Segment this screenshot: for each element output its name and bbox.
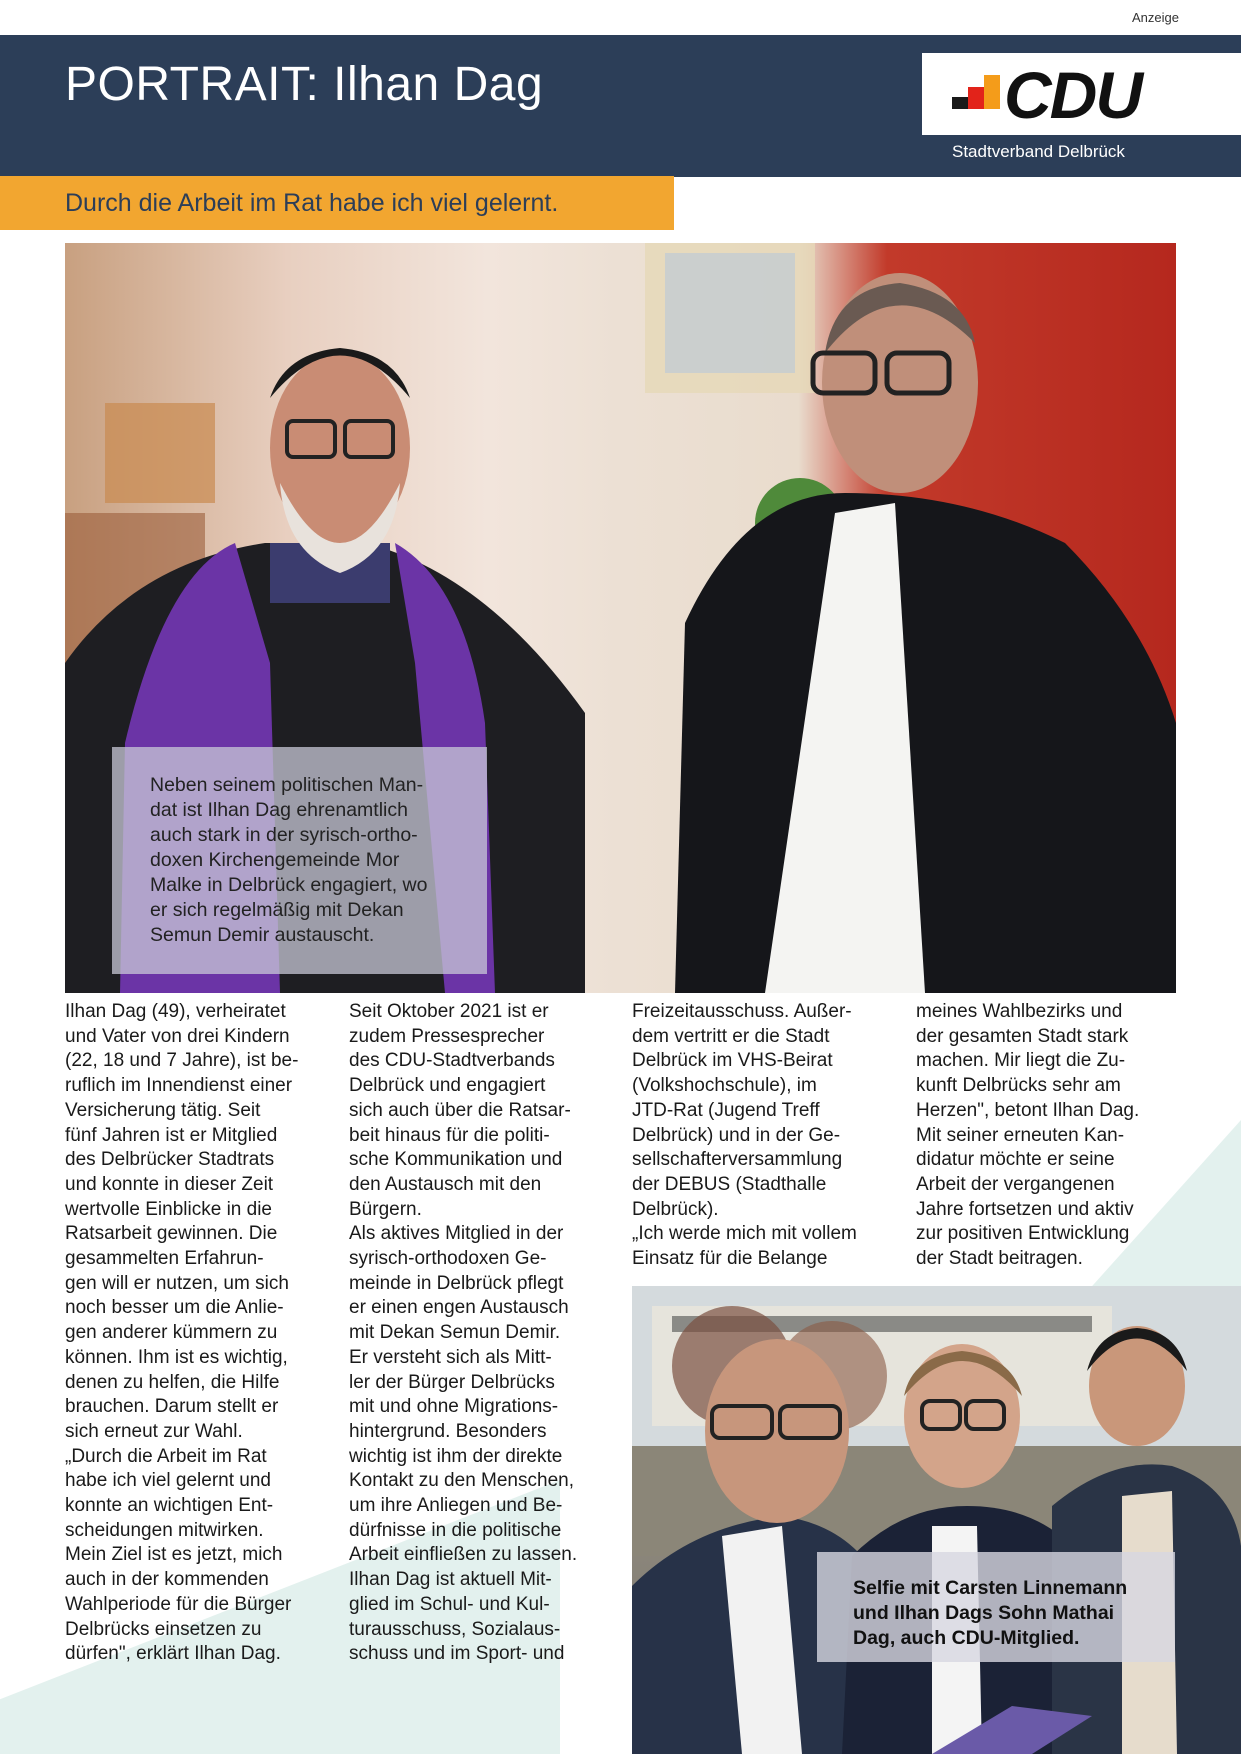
text-line: um ihre Anliegen und Be-	[349, 1495, 563, 1517]
text-line: noch besser um die Anlie-	[65, 1297, 284, 1319]
text-line: Einsatz für die Belange	[632, 1248, 828, 1270]
text-line: syrisch-orthodoxen Ge-	[349, 1248, 547, 1270]
caption-line: Neben seinem politischen Man-	[150, 774, 424, 796]
text-line: wichtig ist ihm der direkte	[349, 1445, 563, 1467]
selfie-photo-illustration	[632, 1286, 1241, 1754]
caption-line: auch stark in der syrisch-ortho-	[150, 824, 418, 846]
advertisement-label: Anzeige	[1132, 10, 1179, 25]
text-line: schuss und im Sport- und	[349, 1643, 565, 1665]
text-line: und Vater von drei Kindern	[65, 1025, 290, 1047]
text-line: dürfen", erklärt Ilhan Dag.	[65, 1643, 281, 1665]
caption-line: und Ilhan Dags Sohn Mathai	[853, 1602, 1115, 1624]
text-line: Als aktives Mitglied in der	[349, 1223, 564, 1245]
text-line: Er versteht sich als Mitt-	[349, 1346, 552, 1368]
caption-line: Selfie mit Carsten Linnemann	[853, 1577, 1128, 1599]
text-line: JTD-Rat (Jugend Treff	[632, 1099, 820, 1121]
text-line: Jahre fortsetzen und aktiv	[916, 1198, 1134, 1220]
caption-line: er sich regelmäßig mit Dekan	[150, 899, 404, 921]
text-line: zur positiven Entwicklung	[916, 1223, 1130, 1245]
text-line: scheidungen mitwirken.	[65, 1519, 264, 1541]
article-column-3	[632, 1000, 893, 1272]
text-line: Freizeitausschuss. Außer-	[632, 1001, 852, 1022]
text-line: des CDU-Stadtverbands	[349, 1050, 555, 1072]
text-line: Versicherung tätig. Seit	[65, 1099, 261, 1121]
text-line: gen will er nutzen, um sich	[65, 1272, 289, 1294]
text-line: er einen engen Austausch	[349, 1297, 569, 1319]
text-line: den Austausch mit den	[349, 1173, 542, 1195]
text-line: Arbeit einfließen zu lassen.	[349, 1544, 578, 1566]
logo-wordmark: CDU	[1004, 58, 1141, 132]
text-line: meinde in Delbrück pflegt	[349, 1272, 564, 1294]
text-line: des Delbrücker Stadtrats	[65, 1149, 275, 1171]
text-line: meines Wahlbezirks und	[916, 1001, 1123, 1022]
cdu-logo	[922, 53, 1241, 135]
page-title: PORTRAIT: Ilhan Dag	[65, 58, 544, 111]
text-line: zudem Pressesprecher	[349, 1025, 545, 1047]
text-line: didatur möchte er seine	[916, 1149, 1115, 1171]
text-line: Ilhan Dag (49), verheiratet	[65, 1001, 286, 1022]
article-column-2	[349, 1000, 609, 1667]
text-line: Wahlperiode für die Bürger	[65, 1593, 292, 1615]
selfie-caption	[817, 1552, 1175, 1662]
text-line: der gesamten Stadt stark	[916, 1025, 1129, 1047]
text-line: (Volkshochschule), im	[632, 1075, 817, 1097]
caption-line: doxen Kirchengemeinde Mor	[150, 849, 400, 871]
text-line: Mit seiner erneuten Kan-	[916, 1124, 1125, 1146]
text-line: ler der Bürger Delbrücks	[349, 1371, 555, 1393]
text-line: der Stadt beitragen.	[916, 1248, 1083, 1270]
logo-subtitle: Stadtverband Delbrück	[952, 142, 1125, 161]
text-line: und konnte in dieser Zeit	[65, 1173, 274, 1195]
text-line: Ilhan Dag ist aktuell Mit-	[349, 1569, 552, 1591]
text-line: können. Ihm ist es wichtig,	[65, 1346, 288, 1368]
article-column-1	[65, 1000, 325, 1667]
text-line: sich erneut zur Wahl.	[65, 1420, 243, 1442]
text-line: „Ich werde mich mit vollem	[632, 1223, 857, 1245]
text-line: Bürgern.	[349, 1198, 422, 1220]
text-line: habe ich viel gelernt und	[65, 1470, 271, 1492]
subtitle: Durch die Arbeit im Rat habe ich viel gelernt.	[65, 189, 559, 217]
text-line: Delbrück) und in der Ge-	[632, 1124, 841, 1146]
text-line: sich auch über die Ratsar-	[349, 1099, 571, 1121]
text-line: Delbrücks einsetzen zu	[65, 1618, 262, 1640]
text-line: mit und ohne Migrations-	[349, 1396, 559, 1418]
text-line: Ratsarbeit gewinnen. Die	[65, 1223, 278, 1245]
text-line: Delbrück und engagiert	[349, 1075, 546, 1097]
text-line: sche Kommunikation und	[349, 1149, 563, 1171]
text-line: auch in der kommenden	[65, 1569, 269, 1591]
text-line: Kontakt zu den Menschen,	[349, 1470, 574, 1492]
text-line: kunft Delbrücks sehr am	[916, 1075, 1121, 1097]
text-line: „Durch die Arbeit im Rat	[65, 1445, 267, 1467]
selfie-photo	[632, 1286, 1241, 1754]
text-line: konnte an wichtigen Ent-	[65, 1495, 274, 1517]
text-line: gen anderer kümmern zu	[65, 1322, 278, 1344]
text-line: der DEBUS (Stadthalle	[632, 1173, 827, 1195]
caption-line: dat ist Ilhan Dag ehrenamtlich	[150, 799, 408, 821]
text-line: gesammelten Erfahrun-	[65, 1248, 264, 1270]
text-line: Seit Oktober 2021 ist er	[349, 1001, 549, 1022]
text-line: Herzen", betont Ilhan Dag.	[916, 1099, 1140, 1121]
header-banner	[0, 35, 1241, 177]
text-line: Delbrück).	[632, 1198, 719, 1220]
text-line: denen zu helfen, die Hilfe	[65, 1371, 280, 1393]
text-line: Delbrück im VHS-Beirat	[632, 1050, 833, 1072]
text-line: wertvolle Einblicke in die	[65, 1198, 272, 1220]
caption-line: Dag, auch CDU-Mitglied.	[853, 1627, 1080, 1649]
article-column-4	[916, 1000, 1176, 1272]
caption-line: Malke in Delbrück engagiert, wo	[150, 874, 428, 896]
text-line: (22, 18 und 7 Jahre), ist be-	[65, 1050, 299, 1072]
text-line: fünf Jahren ist er Mitglied	[65, 1124, 278, 1146]
text-line: ruflich im Innendienst einer	[65, 1075, 293, 1097]
text-line: brauchen. Darum stellt er	[65, 1396, 279, 1418]
text-line: mit Dekan Semun Demir.	[349, 1322, 561, 1344]
text-line: Arbeit der vergangenen	[916, 1173, 1115, 1195]
main-photo-caption	[112, 747, 487, 974]
text-line: sellschafterversammlung	[632, 1149, 843, 1171]
text-line: glied im Schul- und Kul-	[349, 1593, 550, 1615]
text-line: hintergrund. Besonders	[349, 1420, 547, 1442]
text-line: beit hinaus für die politi-	[349, 1124, 550, 1146]
text-line: dem vertritt er die Stadt	[632, 1025, 830, 1047]
text-line: machen. Mir liegt die Zu-	[916, 1050, 1126, 1072]
logo-bars-icon	[952, 75, 1000, 109]
text-line: turausschuss, Sozialaus-	[349, 1618, 561, 1640]
text-line: dürfnisse in die politische	[349, 1519, 562, 1541]
subtitle-banner	[0, 176, 674, 230]
text-line: Mein Ziel ist es jetzt, mich	[65, 1544, 283, 1566]
caption-line: Semun Demir austauscht.	[150, 924, 375, 946]
